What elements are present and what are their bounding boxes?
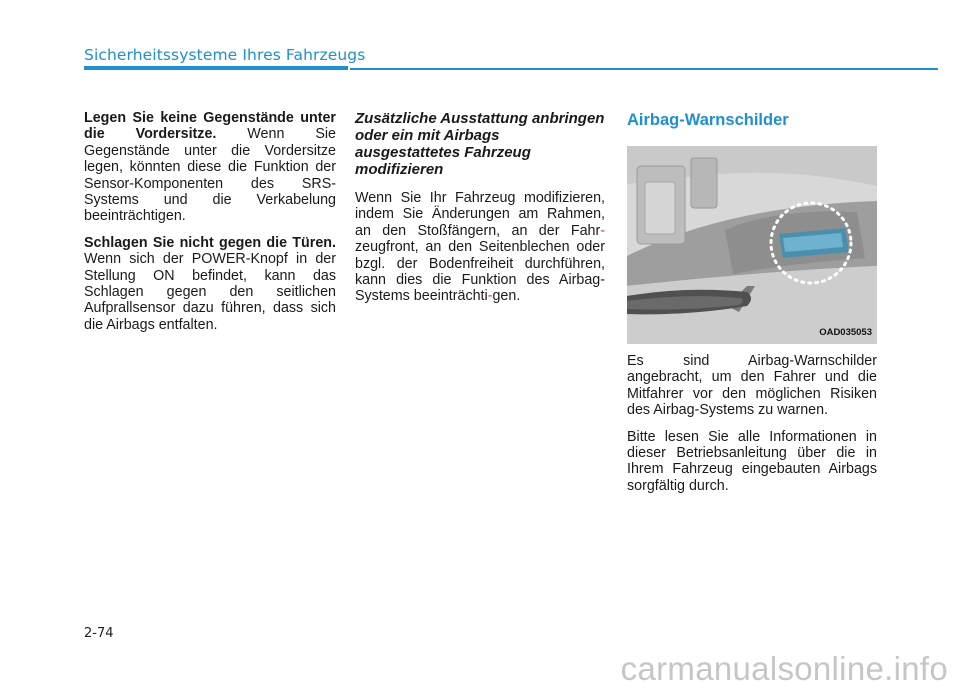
sunvisor-illustration (627, 146, 877, 344)
paragraph-labels: Es sind Airbag-Warnschilder angebracht, um den Fahrer und die Mitfahrer vor den möglichen Risiken des Airbag-Systems zu warnen. (627, 353, 877, 419)
airbag-warning-heading: Airbag-Warnschilder (627, 111, 789, 129)
sunvisor-drawing (627, 146, 877, 344)
paragraph-read: Bitte lesen Sie alle Informationen in dieser Betriebsanleitung über die in Ihrem Fahrzeug eingebauten Airbags sorgfältig durch. (627, 428, 877, 494)
paragraph-doors (84, 235, 336, 333)
warning-lead: Legen Sie keine Gegenstände unter die Vordersitze. (84, 110, 336, 143)
column-left (84, 110, 336, 343)
paragraph-seats (84, 110, 336, 225)
header-rule-thin (350, 68, 938, 70)
paragraph-modification: Wenn Sie Ihr Fahrzeug modifizieren, indem Sie Änderungen am Rahmen, an den Stoßfängern, an der Fahr-zeugfront, an den Seitenblechen oder bzgl. der Bodenfreiheit durchführen, kann dies die Funktion des Airbag-Systems beeinträchti-gen. (355, 190, 605, 305)
column-right (627, 110, 877, 504)
hyphen-mark: - (487, 288, 493, 305)
page-number: 2-74 (84, 626, 114, 641)
column-middle (355, 110, 605, 315)
watermark: carmanualsonline.info (620, 650, 948, 687)
paragraph-text: Wenn Sie Gegenstände unter die Vordersitze legen, könnten diese die Funktion der Sensor-Komponenten des SRS-Systems und die Verkabelung beeinträchtigen. (84, 126, 336, 225)
hyphen-mark: - (600, 222, 605, 239)
warning-lead: Schlagen Sie nicht gegen die Türen. (84, 234, 336, 251)
header-rule-thick (84, 66, 348, 70)
modification-heading: Zusätzliche Ausstattung anbringen oder ein mit Airbags ausgestattetes Fahrzeug modifizieren (355, 110, 605, 178)
paragraph-text: Wenn sich der POWER-Knopf in der Stellung ON befindet, kann das Schlagen gegen den seitlichen Aufprallsensor dazu führen, dass sich die Airbags entfalten. (84, 251, 336, 333)
section-title: Sicherheitssysteme Ihres Fahrzeugs (84, 46, 366, 64)
figure-code: OAD035053 (819, 326, 872, 338)
